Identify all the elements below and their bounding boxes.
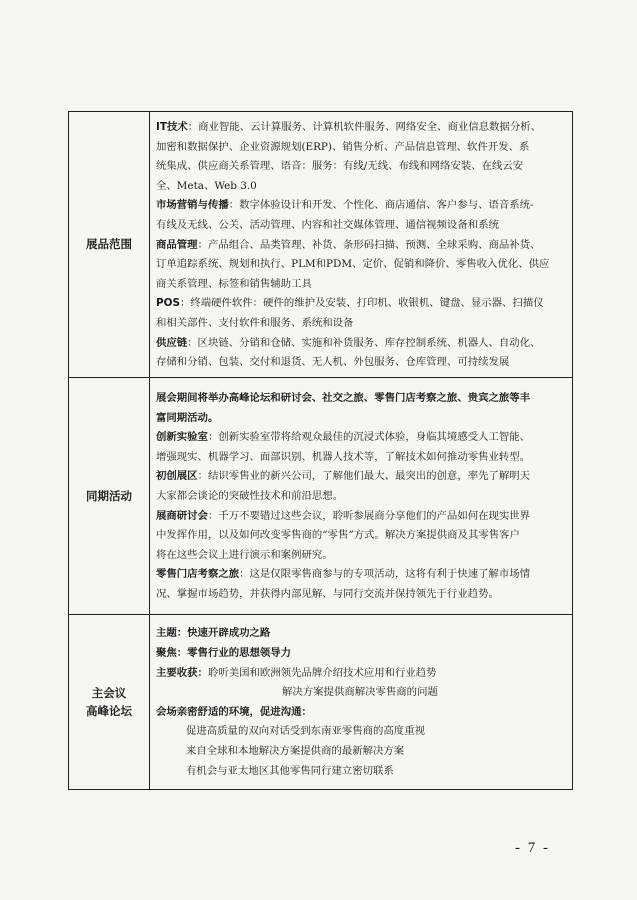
row-label-main-forum-line2: 高峰论坛 — [86, 703, 132, 718]
concurrent-events-content — [150, 377, 573, 614]
row-label-main-forum — [69, 614, 150, 789]
table-row-main-forum — [69, 614, 573, 789]
events-startup-zone-line: 大家都会谈论的突破性技术和前沿思想。 — [156, 489, 344, 502]
scope-marketing-block — [156, 196, 568, 235]
events-exhibitor-seminar-line: 将在这些会议上进行演示和案例研究。 — [156, 548, 333, 561]
forum-takeaways-heading: 主要收获： — [156, 666, 208, 679]
scope-it-block — [156, 118, 568, 196]
events-innovation-lab-block — [156, 428, 568, 467]
forum-environment-item: 来自全球和本地解决方案提供商的最新解决方案 — [186, 744, 405, 757]
scope-it-line: 统集成、供应商关系管理、语音：服务：有线/无线、布线和网络安装、在线云安 — [156, 160, 524, 173]
scope-supply-chain-block — [156, 334, 568, 373]
forum-focus-text: 零售行业的思想领导力 — [187, 646, 292, 659]
events-store-tour-line: 况、掌握市场趋势，并获得内部见解、与同行交流并保持领先于行业趋势。 — [156, 587, 499, 600]
table-row-exhibit-scope — [69, 112, 573, 378]
events-exhibitor-seminar-line: ：千万不要错过这些会议，聆听参展商分享他们的产品如何在现实世界 — [207, 509, 531, 522]
forum-takeaway-item: 聆听美国和欧洲领先品牌介绍技术应用和行业趋势 — [207, 666, 437, 679]
events-exhibitor-seminar-heading: 展商研讨会 — [156, 509, 208, 522]
events-startup-zone-heading: 初创展区 — [156, 470, 198, 483]
main-forum-content — [150, 614, 573, 789]
page-number: - 7 - — [515, 840, 550, 856]
scope-pos-block — [156, 294, 568, 333]
events-startup-zone-line: ：结识零售业的新兴公司，了解他们最大、最突出的创意，率先了解明天 — [197, 470, 531, 483]
scope-marketing-line: ：数字体验设计和开发、个性化、商店通信、客户参与、语音系统- — [228, 199, 534, 212]
table-row-concurrent-events — [69, 377, 573, 614]
scope-merchandise-block — [156, 236, 568, 295]
scope-supply-chain-heading: 供应链 — [156, 336, 188, 349]
scope-supply-chain-line: 存储和分销、包装、交付和退货、无人机、外包服务、仓库管理、可持续发展 — [156, 356, 510, 369]
scope-marketing-line: 有线及无线、公关、活动管理、内容和社交媒体管理、通信视频设备和系统 — [156, 218, 499, 231]
events-store-tour-block — [156, 565, 568, 604]
forum-theme-text: 快速开辟成功之路 — [187, 627, 271, 640]
scope-marketing-heading: 市场营销与传播 — [156, 199, 229, 212]
forum-environment-heading: 会场亲密舒适的环境，促进沟通： — [156, 705, 312, 718]
events-startup-zone-block — [156, 467, 568, 506]
events-innovation-lab-line: ：创新实验室带将给观众最佳的沉浸式体验，身临其境感受人工智能、 — [207, 431, 531, 444]
scope-supply-chain-line: ：区块链、分销和仓储、实施和补货服务、库存控制系统、机器人、自动化、 — [187, 336, 541, 349]
scope-it-heading: IT技术 — [156, 121, 188, 133]
events-intro-line: 富同期活动。 — [156, 411, 219, 424]
scope-merchandise-line: 订单追踪系统、规划和执行、PLM和PDM、定价、促销和降价、零售收入优化、供应 — [156, 258, 550, 271]
scope-pos-line: ：终端硬件软件：硬件的维护及安装、打印机、收银机、键盘、显示器、扫描仪 — [179, 297, 544, 310]
forum-environment-item: 促进高质量的双向对话受到东南亚零售商的高度重视 — [186, 725, 425, 738]
events-exhibitor-seminar-block — [156, 507, 568, 566]
events-store-tour-line: ：这是仅限零售商参与的专项活动，这将有利于快速了解市场情 — [239, 568, 531, 581]
scope-merchandise-heading: 商品管理 — [156, 238, 198, 251]
exhibit-scope-content — [150, 112, 573, 378]
forum-environment-item: 有机会与亚太地区其他零售同行建立密切联系 — [186, 764, 394, 777]
events-exhibitor-seminar-line: 中发挥作用，以及如何改变零售商的“零售”方式。解决方案提供商及其零售客户 — [156, 529, 520, 542]
events-innovation-lab-line: 增强现实、机器学习、面部识别、机器人技术等，了解技术如何推动零售业转型。 — [156, 450, 531, 463]
scope-it-line: 全、Meta、Web 3.0 — [156, 179, 257, 192]
events-store-tour-heading: 零售门店考察之旅 — [156, 568, 240, 581]
events-intro-line: 展会期间将举办高峰论坛和研讨会、社交之旅、零售门店考察之旅、贵宾之旅等丰 — [156, 391, 531, 404]
forum-theme-heading: 主题： — [156, 627, 188, 640]
exhibition-info-table — [68, 111, 573, 790]
scope-pos-line: 和相关部件、支付软件和服务、系统和设备 — [156, 316, 354, 329]
forum-takeaway-item: 解决方案提供商解决零售商的问题 — [282, 686, 438, 699]
row-label-main-forum-line1: 主会议 — [91, 685, 127, 700]
row-label-concurrent-events: 同期活动 — [69, 377, 150, 614]
scope-it-line: 加密和数据保护、企业资源规划(ERP)、销售分析、产品信息管理、软件开发、系 — [156, 140, 530, 153]
scope-merchandise-line: 商关系管理、标签和销售辅助工具 — [156, 277, 312, 290]
scope-it-line: ：商业智能、云计算服务、计算机软件服务、网络安全、商业信息数据分析、 — [187, 121, 542, 133]
scope-merchandise-line: ：产品组合、品类管理、补货、条形码扫描、预测、全球采购、商品补货、 — [197, 238, 541, 251]
events-innovation-lab-heading: 创新实验室 — [156, 431, 208, 444]
row-label-exhibit-scope: 展品范围 — [69, 112, 150, 378]
scope-pos-heading: POS — [156, 297, 180, 310]
forum-focus-heading: 聚焦： — [156, 646, 188, 659]
events-intro-block — [156, 389, 568, 428]
